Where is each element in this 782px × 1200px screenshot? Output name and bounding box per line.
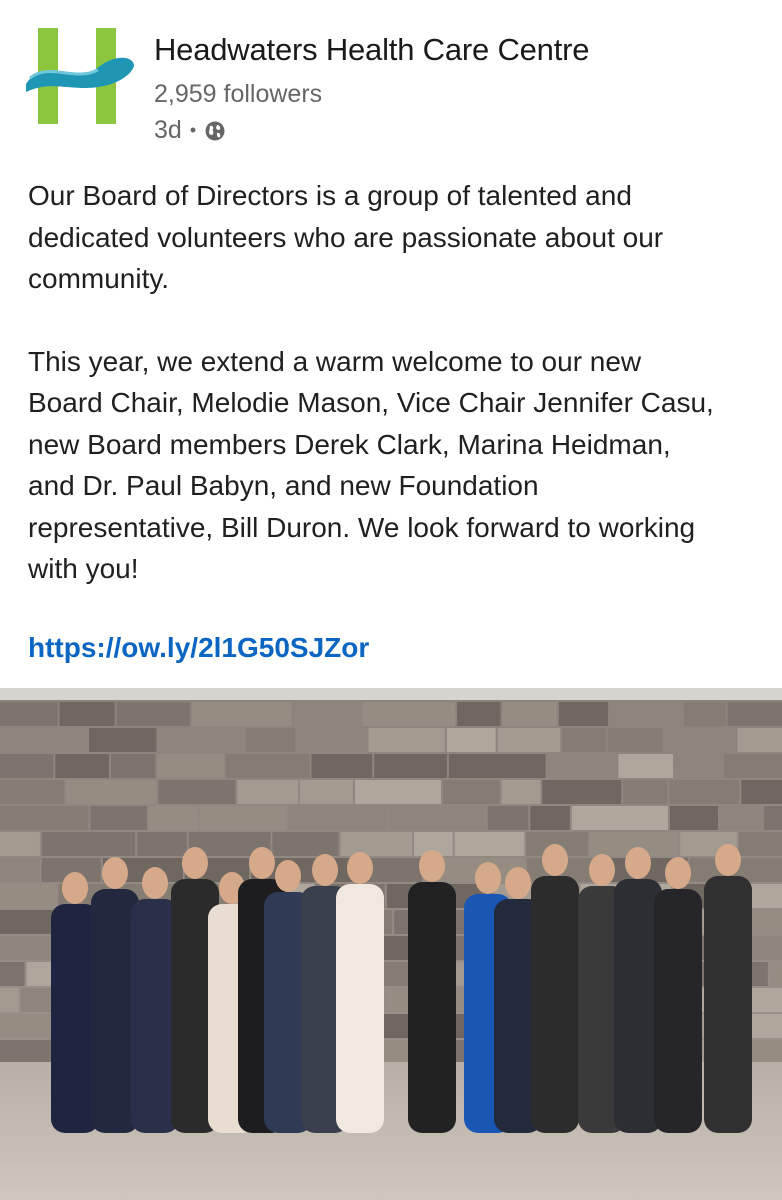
wall-stone — [559, 702, 608, 726]
wall-stone — [237, 780, 298, 804]
wall-stone — [503, 702, 558, 726]
person-head — [102, 857, 128, 889]
wall-stone — [117, 702, 190, 726]
wall-stone — [0, 1040, 51, 1064]
person-head — [625, 847, 651, 879]
wall-stone — [548, 754, 617, 778]
wall-stone — [0, 884, 56, 908]
wall-stone — [0, 702, 58, 726]
wall-stone — [159, 728, 244, 752]
wall-stone — [91, 806, 148, 830]
person-figure — [531, 844, 579, 1133]
wall-stone — [728, 702, 782, 726]
wall-stone — [498, 728, 561, 752]
wall-stone — [246, 728, 296, 752]
wall-stone — [149, 806, 198, 830]
wall-stone — [294, 702, 361, 726]
wall-stone — [665, 728, 736, 752]
wall-stone — [675, 754, 722, 778]
wall-stone — [748, 884, 782, 908]
wall-stone — [66, 780, 156, 804]
headwaters-logo-icon[interactable] — [24, 26, 138, 126]
person-head — [419, 850, 445, 882]
group-photo[interactable] — [0, 688, 782, 1200]
author-name[interactable]: Headwaters Health Care Centre — [154, 32, 590, 67]
post-meta — [154, 116, 226, 145]
wall-stone — [137, 832, 187, 856]
person-body — [408, 882, 456, 1133]
person-figure — [408, 850, 456, 1133]
post-age: 3d — [154, 116, 182, 144]
wall-stone — [0, 1014, 54, 1038]
wall-stone — [355, 780, 441, 804]
wall-stone — [443, 780, 500, 804]
wall-stone — [200, 806, 287, 830]
person-head — [715, 844, 741, 876]
wall-stone — [42, 832, 135, 856]
wall-stone — [542, 780, 621, 804]
wall-stone — [457, 702, 500, 726]
wall-stone — [272, 832, 338, 856]
post-header — [0, 0, 782, 160]
wall-stone — [488, 806, 529, 830]
person-figure — [654, 857, 702, 1133]
wall-stone — [447, 728, 496, 752]
person-body — [531, 876, 579, 1133]
wall-stone — [111, 754, 155, 778]
person-head — [589, 854, 615, 886]
meta-separator: • — [189, 120, 197, 140]
person-head — [475, 862, 501, 894]
post-link[interactable]: https://ow.ly/2l1G50SJZor — [28, 632, 370, 663]
wall-stone — [0, 728, 87, 752]
wall-stone — [289, 806, 388, 830]
person-head — [505, 867, 531, 899]
wall-stone — [192, 702, 292, 726]
wall-stone — [390, 806, 486, 830]
wall-stone — [530, 806, 570, 830]
person-head — [249, 847, 275, 879]
person-figure — [704, 844, 752, 1133]
wall-stone — [157, 754, 224, 778]
wall-stone — [60, 702, 115, 726]
globe-icon — [204, 120, 226, 142]
person-body — [704, 876, 752, 1133]
person-head — [665, 857, 691, 889]
wall-stone — [455, 832, 525, 856]
wall-stone — [374, 754, 447, 778]
wall-stone — [618, 754, 673, 778]
person-head — [142, 867, 168, 899]
wall-stone — [312, 754, 373, 778]
wall-stone — [608, 728, 663, 752]
wall-stone — [89, 728, 156, 752]
person-figure — [336, 852, 384, 1133]
wall-stone — [55, 754, 109, 778]
wall-stone — [738, 728, 782, 752]
wall-stone — [341, 832, 413, 856]
wall-stone — [502, 780, 541, 804]
wall-stone — [562, 728, 606, 752]
wall-stone — [684, 702, 726, 726]
wall-stone — [226, 754, 309, 778]
wall-stone — [0, 858, 39, 882]
person-head — [312, 854, 338, 886]
post-body — [28, 175, 776, 590]
person-head — [275, 860, 301, 892]
wall-stone — [572, 806, 668, 830]
wall-stone — [297, 728, 366, 752]
wall-stone — [159, 780, 236, 804]
person-head — [347, 852, 373, 884]
wall-stone — [369, 728, 445, 752]
wall-stone — [0, 806, 89, 830]
wall-stone — [770, 962, 782, 986]
person-head — [62, 872, 88, 904]
post-paragraph: This year, we extend a warm welcome to our new Board Chair, Melodie Mason, Vice Chair Jennifer Casu, new Board members Derek Clark, Marina Heidman, and Dr. Paul Babyn, and new Foundation representative, Bill Duron. We look forward to working with you! — [28, 345, 714, 584]
wall-stone — [0, 780, 64, 804]
wall-stone — [0, 832, 40, 856]
follower-count: 2,959 followers — [154, 80, 323, 108]
wall-stone — [0, 988, 19, 1012]
wall-stone — [449, 754, 546, 778]
wall-stone — [669, 780, 739, 804]
wall-stone — [670, 806, 718, 830]
wall-stone — [720, 806, 762, 830]
person-body — [654, 889, 702, 1133]
wall-stone — [0, 962, 25, 986]
wall-stone — [724, 754, 782, 778]
wall-stone — [741, 780, 782, 804]
wall-stone — [739, 832, 782, 856]
wall-stone — [610, 702, 682, 726]
wall-stone — [300, 780, 353, 804]
person-head — [182, 847, 208, 879]
wall-stone — [764, 806, 782, 830]
person-body — [336, 884, 384, 1133]
wall-stone — [362, 702, 455, 726]
person-head — [542, 844, 568, 876]
wall-stone — [623, 780, 667, 804]
wall-stone — [0, 754, 53, 778]
post-paragraph: Our Board of Directors is a group of talented and dedicated volunteers who are passionate about our community. — [28, 180, 664, 294]
